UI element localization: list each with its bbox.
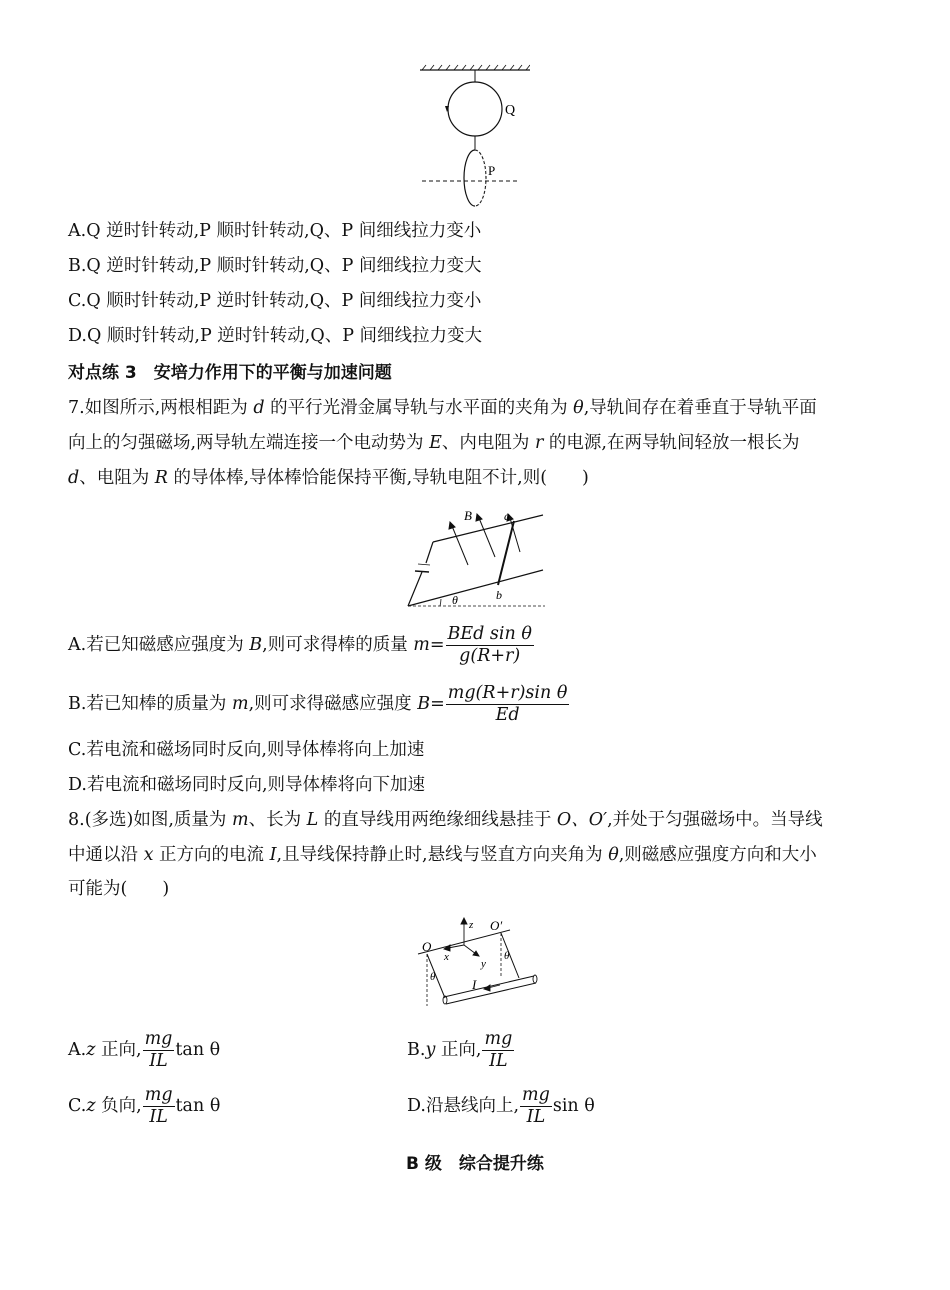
q6-option-d: D.Q 顺时针转动,P 逆时针转动,Q、P 间细线拉力变大 <box>68 326 483 346</box>
q8-option-b: B.y 正向, $\frac{mg}{IL}$ <box>407 1029 513 1071</box>
q8-label-o: O <box>422 939 432 954</box>
q6-option-c: C.Q 顺时针转动,P 逆时针转动,Q、P 间细线拉力变小 <box>68 291 482 311</box>
section-3-heading: 对点练 3 安培力作用下的平衡与加速问题 <box>68 363 392 383</box>
q7-label-b-end: b <box>496 588 502 602</box>
q8-label-z: z <box>469 919 474 931</box>
q7-option-a-fraction: $\frac{\text{BEd sin θ}}{g(R+r)}$ <box>447 624 532 666</box>
q8-label-x: x <box>444 951 449 963</box>
q8-option-d-fraction: $\frac{mg}{IL}$ <box>522 1085 550 1127</box>
q7-label-theta: θ <box>452 593 458 607</box>
q7-figure <box>400 500 550 612</box>
q6-label-p: P <box>488 163 496 178</box>
q8-label-y: y <box>481 958 486 970</box>
q6-label-q: Q <box>505 103 516 118</box>
q8-option-a: A.z 正向, $\frac{mg}{IL}$ tan θ <box>68 1029 221 1071</box>
q7-option-b-fraction: $\frac{\text{mg(R+r)sin θ}}{Ed}$ <box>447 683 568 725</box>
q8-option-b-fraction: $\frac{mg}{IL}$ <box>484 1029 513 1071</box>
q7-option-a: A.若已知磁感应强度为 B,则可求得棒的质量 m= $\frac{\text{BEd sin θ}}{g(R+r)}$ <box>68 624 532 666</box>
q8-stem-line2: 中通以沿 x 正方向的电流 I,且导线保持静止时,悬线与竖直方向夹角为 θ,则磁感应强度方向和大小 <box>68 845 817 865</box>
q8-label-o-prime: O′ <box>490 918 503 933</box>
q8-figure <box>412 912 542 1012</box>
q7-label-b: B <box>464 508 472 523</box>
q7-stem-line3: d、电阻为 R 的导体棒,导体棒恰能保持平衡,导轨电阻不计,则( ) <box>68 468 589 488</box>
q8-option-c: C.z 负向, $\frac{mg}{IL}$ tan θ <box>68 1085 221 1127</box>
q7-stem-line1: 7.如图所示,两根相距为 d 的平行光滑金属导轨与水平面的夹角为 θ,导轨间存在着垂直于导轨平面 <box>68 398 817 418</box>
q6-option-a: A.Q 逆时针转动,P 顺时针转动,Q、P 间细线拉力变小 <box>68 221 482 241</box>
q7-option-d: D.若电流和磁场同时反向,则导体棒将向下加速 <box>68 775 426 795</box>
q8-option-a-fraction: $\frac{mg}{IL}$ <box>144 1029 173 1071</box>
q8-label-theta-right: θ <box>504 950 510 962</box>
q8-stem-line3: 可能为( ) <box>68 879 170 899</box>
q8-label-theta-left: θ <box>430 971 436 983</box>
q8-stem-line1: 8.(多选)如图,质量为 m、长为 L 的直导线用两绝缘细线悬挂于 O、O′,并处于匀强磁场中。当导线 <box>68 810 823 830</box>
section-b-heading: B 级 综合提升练 <box>406 1154 544 1174</box>
q6-option-b: B.Q 逆时针转动,P 顺时针转动,Q、P 间细线拉力变大 <box>68 256 482 276</box>
q7-stem-line2: 向上的匀强磁场,两导轨左端连接一个电动势为 E、内电阻为 r 的电源,在两导轨间轻放一根长为 <box>68 433 800 453</box>
q7-option-b: B.若已知棒的质量为 m,则可求得磁感应强度 B= $\frac{\text{mg(R+r)sin θ}}{Ed}$ <box>68 683 568 725</box>
q8-label-i: I <box>472 977 477 992</box>
q8-option-c-fraction: $\frac{mg}{IL}$ <box>144 1085 173 1127</box>
q8-option-d: D.沿悬线向上, $\frac{mg}{IL}$ sin θ <box>407 1085 595 1127</box>
q7-option-c: C.若电流和磁场同时反向,则导体棒将向上加速 <box>68 740 425 760</box>
q7-label-a: a <box>504 509 510 523</box>
q6-figure <box>410 62 530 210</box>
